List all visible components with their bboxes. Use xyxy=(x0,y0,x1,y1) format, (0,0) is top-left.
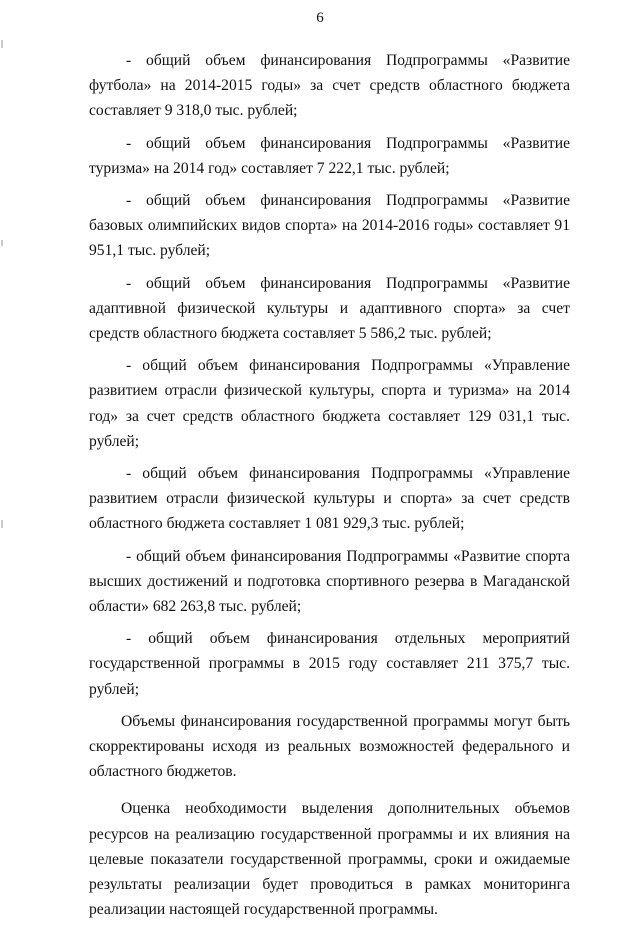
page-number: 6 xyxy=(316,10,324,26)
paragraph-monitoring: Оценка необходимости выделения дополнительных объемов ресурсов на реализацию государственной программы и их влияния на целевые показатели государственной программы, сроки и ожидаемые результаты реализации будет проводиться в рамках мониторинга реализации настоящей государственной программы. xyxy=(89,800,570,919)
paragraph-high-performance-sports-funding: - общий объем финансирования Подпрограммы «Развитие спорта высших достижений и подготовка спортивного резерва в Магаданской области» 682 263,8 тыс. рублей; xyxy=(89,547,570,616)
paragraph-funding-adjustment: Объемы финансирования государственной программы могут быть скорректированы исходя из реальных возможностей федерального и областного бюджетов. xyxy=(89,712,570,781)
paragraph-olympic-sports-funding: - общий объем финансирования Подпрограммы «Развитие базовых олимпийских видов спорта» на 2014-2016 годы» составляет 91 951,1 тыс. рублей; xyxy=(89,192,570,260)
scan-edge-mark xyxy=(1,240,3,246)
paragraph-management-funding: - общий объем финансирования Подпрограммы «Управление развитием отрасли физической культуры и спорта» за счет средств областного бюджета составляет 1 081 929,3 тыс. рублей; xyxy=(89,465,570,533)
document-body xyxy=(89,48,570,930)
paragraph-separate-activities-funding: - общий объем финансирования отдельных мероприятий государственной программы в 2015 году составляет 211 375,7 тыс. рублей; xyxy=(89,630,570,698)
paragraph-management-2014-funding: - общий объем финансирования Подпрограммы «Управление развитием отрасли физической культуры, спорта и туризма» на 2014 год» за счет средств областного бюджета составляет 129 031,1 тыс. рублей; xyxy=(89,357,570,450)
scan-edge-mark xyxy=(1,520,3,528)
paragraph-tourism-funding: - общий объем финансирования Подпрограммы «Развитие туризма» на 2014 год» составляет 7 222,1 тыс. рублей; xyxy=(89,134,570,177)
paragraph-adaptive-sports-funding: - общий объем финансирования Подпрограммы «Развитие адаптивной физической культуры и адаптивного спорта» за счет средств областного бюджета составляет 5 586,2 тыс. рублей; xyxy=(89,274,570,343)
scan-edge-mark xyxy=(1,40,3,48)
paragraph-football-funding: - общий объем финансирования Подпрограммы «Развитие футбола» на 2014-2015 годы» за счет средств областного бюджета составляет 9 318,0 тыс. рублей; xyxy=(89,52,570,120)
